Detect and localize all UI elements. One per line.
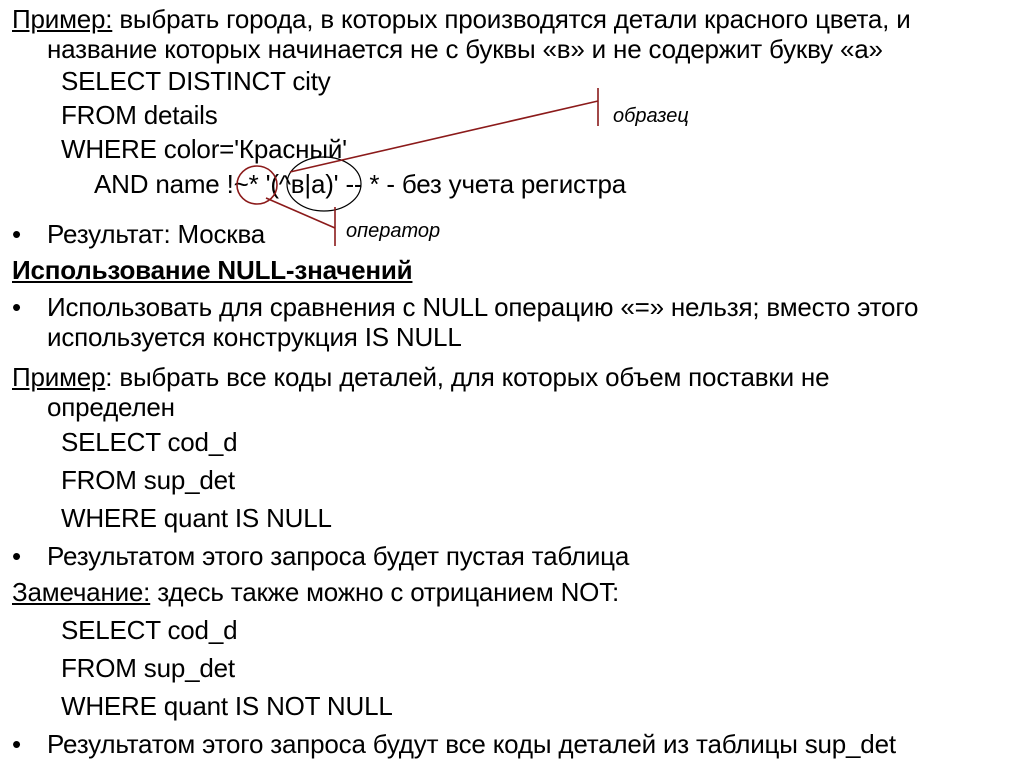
bullet-result: •	[12, 219, 22, 249]
example2-line1	[12, 362, 829, 392]
result-moscow: Результат: Москва	[47, 219, 266, 249]
example1-text-line1: выбрать города, в которых производятся детали красного цвета, и	[112, 4, 911, 34]
code2-from: FROM sup_det	[61, 653, 235, 683]
code2-select: SELECT cod_d	[61, 615, 238, 645]
example2-text: : выбрать все коды деталей, для которых объем поставки не	[105, 362, 830, 392]
pattern-annotation-label: образец	[613, 105, 689, 127]
code1-from: FROM sup_det	[61, 465, 235, 495]
pattern-highlight-circle	[287, 157, 361, 211]
operator-callout-line	[266, 198, 335, 228]
code2-where: WHERE quant IS NOT NULL	[61, 691, 393, 721]
code-operator: !~*	[226, 169, 259, 199]
code1-select: SELECT cod_d	[61, 427, 238, 457]
code-and-name-prefix: AND name	[94, 169, 227, 199]
bullet-result1: •	[12, 541, 22, 571]
example2-label: Пример	[12, 362, 106, 392]
operator-annotation-label: оператор	[346, 220, 441, 242]
null-rule-line2: используется конструкция IS NULL	[47, 322, 462, 352]
example1-text-line2: название которых начинается не с буквы «в» и не содержит букву «а»	[47, 34, 883, 64]
code-select-distinct: SELECT DISTINCT city	[61, 66, 331, 96]
code1-where: WHERE quant IS NULL	[61, 503, 332, 533]
remark-text: здесь также можно с отрицанием NOT:	[150, 577, 620, 607]
example1-label: Пример:	[12, 4, 113, 34]
result1-text: Результатом этого запроса будет пустая таблица	[47, 541, 630, 571]
remark-label: Замечание:	[12, 577, 151, 607]
example2-line2: определен	[47, 392, 175, 422]
code-from-details: FROM details	[61, 100, 218, 130]
operator-highlight-circle	[237, 166, 277, 204]
remark-line	[12, 577, 619, 607]
code-pattern: '(^в|а)'	[265, 169, 339, 199]
bullet-null-rule: •	[12, 292, 22, 322]
code-comment: -- * - без учета регистра	[338, 169, 627, 199]
code-where-color: WHERE color='Красный'	[61, 134, 347, 164]
null-section-heading: Использование NULL-значений	[12, 255, 413, 285]
bullet-result2: •	[12, 729, 22, 759]
pattern-callout-line	[290, 101, 598, 172]
null-rule-line1: Использовать для сравнения с NULL операцию «=» нельзя; вместо этого	[47, 292, 919, 322]
result2-text: Результатом этого запроса будут все коды деталей из таблицы sup_det	[47, 729, 896, 759]
